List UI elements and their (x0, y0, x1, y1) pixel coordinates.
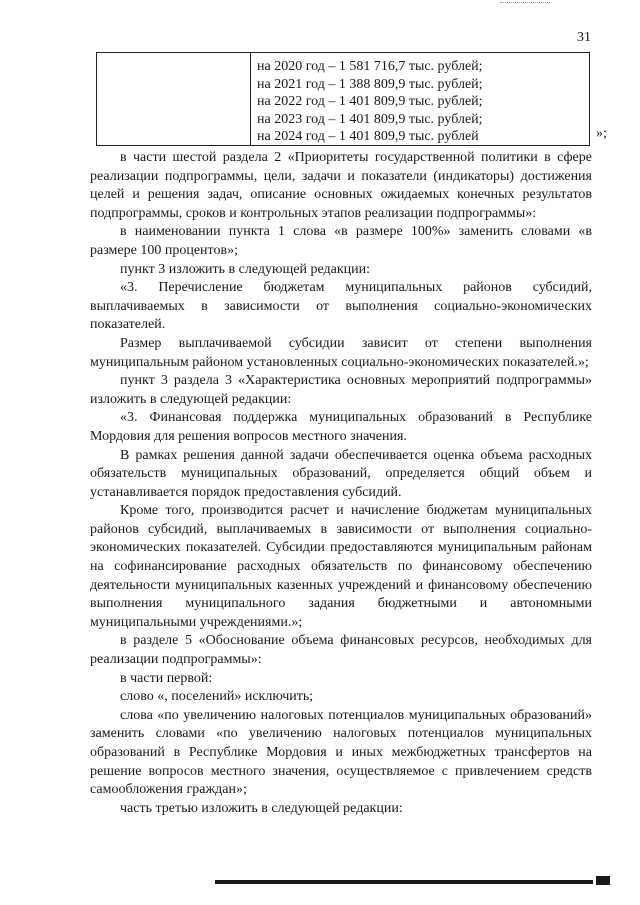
paragraph: Кроме того, производится расчет и начисление бюджетам муниципальных районов субсидий, выплачиваемых в зависимости от выполнения социально-экономических показателей. Субсидии предоставляются муниципальным районам на софинансирование расходных обязательств по финансовому обеспечению деятельности муниципальных казенных учреждений и финансовому обеспечению выполнения муниципального задания бюджетными и автономными муниципальными учреждениями.»; (90, 503, 592, 630)
funding-row-2022: на 2022 год – 1 401 809,9 тыс. рублей; (257, 94, 483, 109)
paragraph: В рамках решения данной задачи обеспечивается оценка объема расходных обязательств муниципальных образований, определяется общий объем и устанавливается порядок предоставления субсидий. (90, 447, 592, 500)
paragraph: Размер выплачиваемой субсидии зависит от степени выполнения муниципальным районом установленных социально-экономических показателей.»; (90, 335, 592, 370)
paragraph: слова «по увеличению налоговых потенциалов муниципальных образований» заменить словами «по увеличению налоговых потенциалов муниципальных образований в Республике Мордовия и иных межбюджетных трансфертов на решение вопросов местного значения, осуществляемое с привлечением средств самообложения граждан»; (90, 707, 592, 798)
paragraph: в разделе 5 «Обоснование объема финансовых ресурсов, необходимых для реализации подпрограммы»: (90, 633, 592, 668)
funding-row-2020: на 2020 год – 1 581 716,7 тыс. рублей; (257, 59, 483, 74)
table-closing-quote: »; (596, 126, 607, 141)
table-column-divider (250, 53, 251, 145)
paragraph: пункт 3 изложить в следующей редакции: (120, 261, 370, 277)
scan-artifact (500, 2, 550, 7)
page-number: 31 (577, 30, 591, 45)
paragraph: в части шестой раздела 2 «Приоритеты государственной политики в сфере реализации подпрограммы, цели, задачи и показатели (индикаторы) достижения целей и решения задач, описание основных ожидаемых конечных результатов подпрограммы, сроков и контрольных этапов реализации подпрограммы»: (90, 150, 592, 221)
funding-table (96, 52, 590, 146)
funding-table-cell (257, 58, 483, 146)
paragraph: слово «, поселений» исключить; (120, 689, 314, 705)
funding-row-2024: на 2024 год – 1 401 809,9 тыс. рублей (257, 129, 479, 144)
funding-row-2023: на 2023 год – 1 401 809,9 тыс. рублей; (257, 111, 483, 127)
paragraph: часть третью изложить в следующей редакции: (120, 800, 403, 816)
paragraph: «3. Перечисление бюджетам муниципальных районов субсидий, выплачиваемых в зависимости от выполнения социально-экономических показателей. (90, 280, 592, 333)
paragraph: пункт 3 раздела 3 «Характеристика основных мероприятий подпрограммы» изложить в следующей редакции: (90, 373, 592, 407)
document-body (90, 149, 592, 818)
scan-edge-mark (596, 876, 610, 885)
paragraph: в части первой: (120, 670, 213, 686)
funding-row-2021: на 2021 год – 1 388 809,9 тыс. рублей; (257, 76, 483, 92)
scan-edge-line (215, 880, 593, 884)
paragraph: «3. Финансовая поддержка муниципальных образований в Республике Мордовия для решения вопросов местного значения. (90, 410, 592, 444)
paragraph: в наименовании пункта 1 слова «в размере 100%» заменить словами «в размере 100 процентов»; (90, 224, 592, 258)
